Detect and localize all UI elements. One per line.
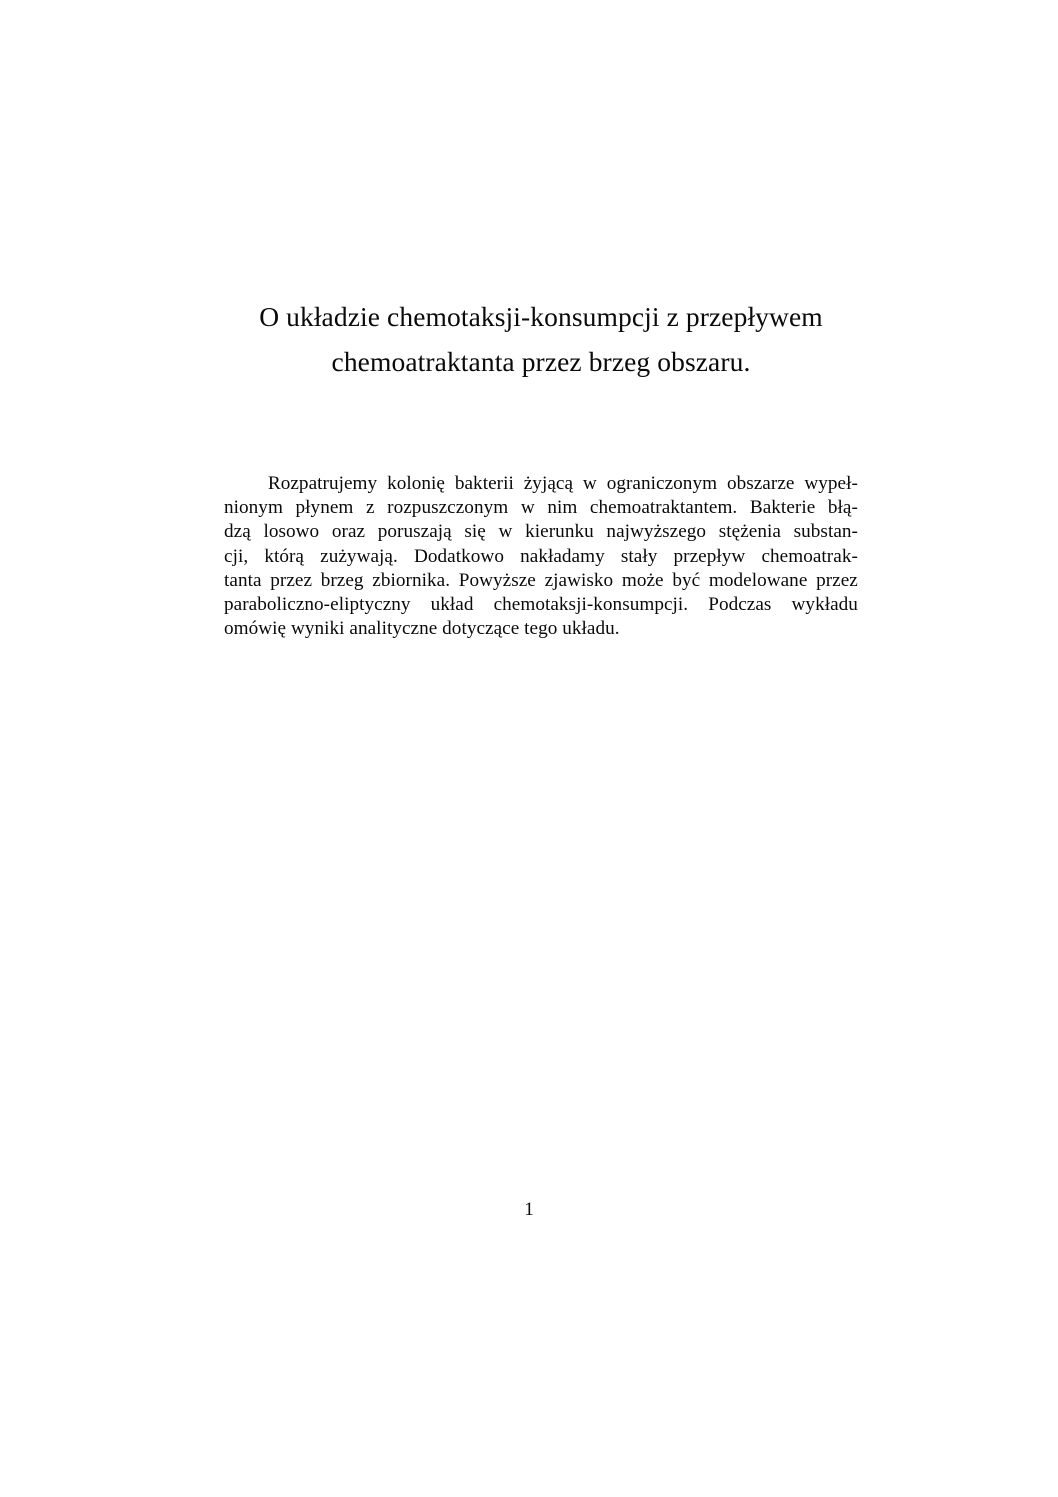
abstract-word: zużywają. — [320, 545, 398, 567]
abstract-word: obszarze — [726, 473, 795, 494]
abstract-word: stały — [620, 545, 658, 567]
abstract-word: nakładamy — [520, 545, 605, 567]
abstract-word: poruszają — [377, 521, 452, 543]
abstract-word: Bakterie — [749, 497, 816, 519]
abstract-word: substan- — [793, 521, 858, 543]
abstract-word: może — [621, 569, 664, 591]
title-line-2: chemoatraktanta przez brzeg obszaru. — [331, 346, 751, 377]
abstract-line — [224, 496, 858, 520]
abstract-word: Powyższe — [458, 569, 536, 591]
abstract-word: układ — [430, 593, 474, 615]
abstract-word: ograniczonym — [606, 473, 718, 494]
abstract-word: być — [672, 569, 701, 591]
abstract-word: Podczas — [708, 593, 772, 615]
abstract-word: przez — [270, 569, 313, 591]
abstract-word: z — [365, 497, 375, 519]
abstract-line — [224, 569, 858, 593]
abstract-line — [224, 520, 858, 544]
abstract-word: którą — [264, 545, 305, 567]
abstract-word: żyjącą — [523, 473, 574, 494]
abstract-line — [224, 593, 858, 617]
abstract-word: losowo — [263, 521, 320, 543]
abstract-word: płynem — [295, 497, 354, 519]
abstract-word: w — [498, 521, 513, 543]
abstract-word: najwyższego — [606, 521, 707, 543]
abstract-word: nim — [547, 497, 578, 519]
abstract-word: kierunku — [525, 521, 594, 543]
abstract-word: kolonię — [387, 473, 445, 494]
abstract-word: wypeł- — [804, 473, 858, 494]
abstract-word: modelowane — [708, 569, 808, 591]
abstract-word: stężenia — [718, 521, 781, 543]
abstract-word: się — [464, 521, 486, 543]
abstract-word: Dodatkowo — [413, 545, 504, 567]
abstract-word: w — [582, 473, 597, 494]
abstract-word: nionym — [224, 497, 283, 519]
abstract-word: chemoatrak- — [761, 545, 858, 567]
abstract-word: brzeg — [320, 569, 364, 591]
abstract-word: przez — [816, 569, 858, 591]
page-title — [224, 294, 858, 384]
abstract-word: rozpuszczonym — [387, 497, 509, 519]
abstract-word: Rozpatrujemy — [267, 473, 378, 494]
title-line-1: O układzie chemotaksji-konsumpcji z przepływem — [259, 301, 823, 332]
abstract-word: zbiornika. — [372, 569, 451, 591]
abstract-line: omówię wyniki analityczne dotyczące tego układu. — [224, 618, 620, 640]
abstract-paragraph — [224, 472, 858, 641]
abstract-word: zjawisko — [544, 569, 614, 591]
abstract-word: cji, — [224, 545, 249, 567]
abstract-word: bakterii — [454, 473, 514, 494]
abstract-word: przepływ — [673, 545, 746, 567]
abstract-word: tanta — [224, 569, 262, 591]
abstract-word: chemotaksji-konsumpcji. — [493, 593, 689, 615]
page-number: 1 — [524, 1199, 534, 1220]
abstract-word: w — [520, 497, 535, 519]
paragraph-indent — [224, 472, 258, 496]
abstract-line — [224, 545, 858, 569]
abstract-word: wykładu — [791, 593, 858, 615]
abstract-word: oraz — [331, 521, 366, 543]
abstract-word: chemoatraktantem. — [589, 497, 738, 519]
abstract-word: błą- — [827, 497, 858, 519]
abstract-word: paraboliczno-eliptyczny — [224, 593, 411, 615]
abstract-word: dzą — [224, 521, 251, 543]
abstract-line — [224, 472, 858, 496]
